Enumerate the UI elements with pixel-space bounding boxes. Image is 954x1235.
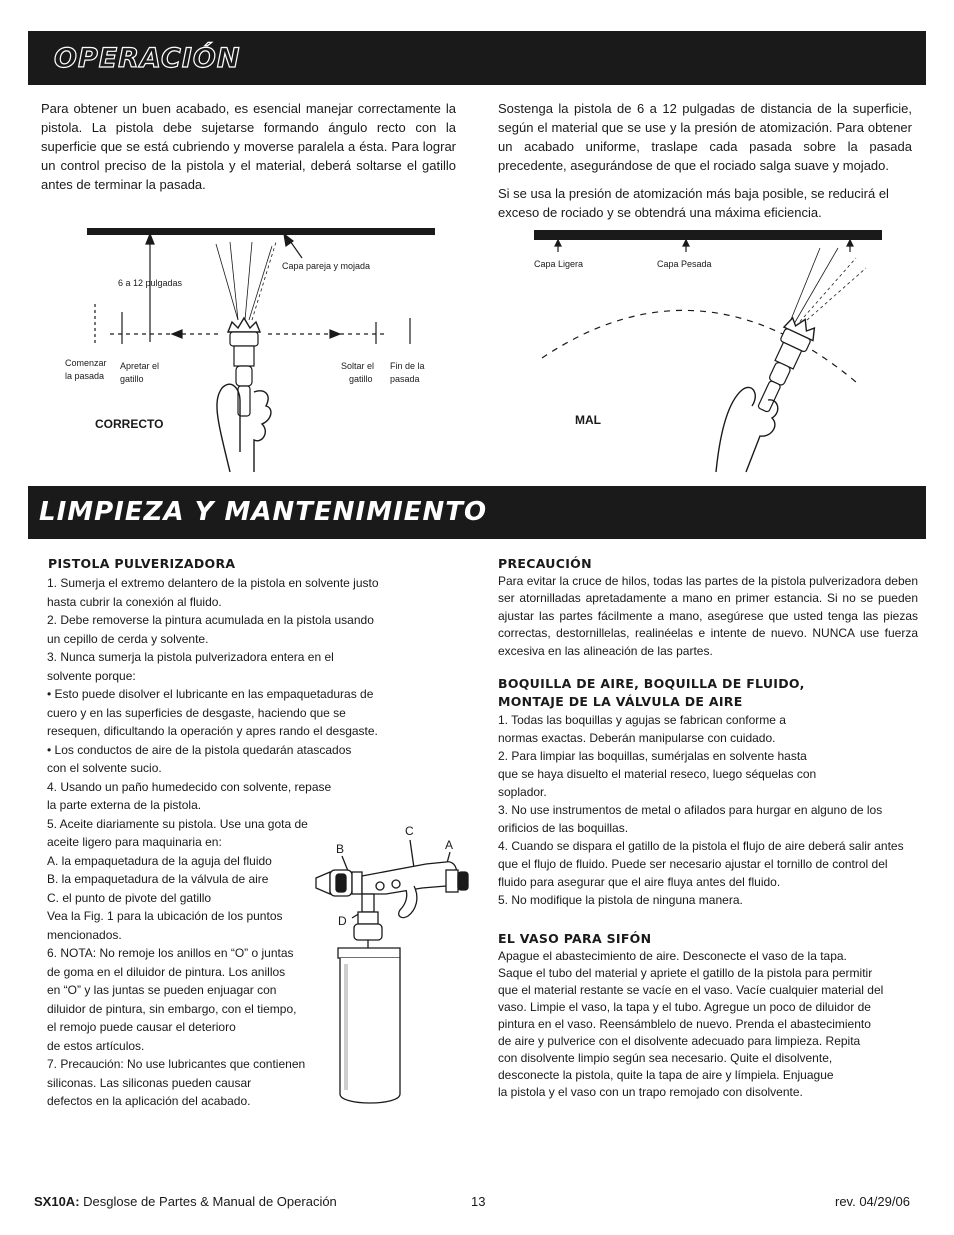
siphon-cup-line: con disolvente limpio según sea necesario. Quite el disolvente, [498,1051,833,1065]
spray-gun-line: B. la empaquetadura de la válvula de aire [47,872,269,886]
start-stroke-caption-2: la pasada [65,371,105,381]
spray-gun-line: C. el punto de pivote del gatillo [47,890,212,905]
spray-gun-line: • Los conductos de aire de la pistola quedarán atascados [47,742,352,757]
spray-gun-line: en “O” y las juntas se pueden enjuagar con [47,983,277,997]
spray-gun-line: diluidor de pintura, sin embargo, con el tiempo, [47,1001,297,1016]
spray-gun-line: • Esto puede disolver el lubricante en las empaquetaduras de [47,687,374,701]
spray-gun-line: cuero y en las superficies de desgaste, haciendo que se [47,705,346,720]
operation-left-text: Para obtener un buen acabado, es esencial manejar correctamente la pistola. La pistola debe sujetarse formando ángulo recto con la superficie que se está cubriendo y moverse paralela a ésta. Para lograr un control preciso de la pistola y el material, deberá soltarse el gatillo antes de terminar la pasada. [41,101,456,192]
caution-text: Para evitar la cruce de hilos, todas las partes de la pistola pulverizadora deben ser atornilladas apretadamente a mano en primer estancia. Si no se pueden ajustar las partes fácilmente a mano, asegúrese que usted tenga las piezas correctas, destornillelas, realinéelas e intente de nuevo. NUNCA use fuerza excesiva en las alineación de las partes. [498,574,918,658]
spray-gun-line: 2. Debe removerse la pintura acumulada en la pistola usando [47,613,374,627]
operation-banner [28,31,926,85]
correct-technique-diagram [40,222,460,482]
footer-page-number: 13 [471,1194,486,1209]
nozzle-line: 5. No modifique la pistola de ninguna manera. [498,893,743,907]
siphon-cup-heading: EL VASO PARA SIFÓN [498,931,652,946]
nozzle-heading-line-2: MONTAJE DE LA VÁLVULA DE AIRE [498,694,743,709]
caution-heading: PRECAUCIÓN [498,556,592,571]
end-stroke-caption-1: Fin de la [390,361,425,371]
spray-gun-illustration [296,824,486,1114]
spray-gun-line: con el solvente sucio. [47,761,162,775]
maintenance-title: LIMPIEZA Y MANTENIMIENTO [39,497,488,527]
spray-gun-line: defectos en la aplicación del acabado. [47,1094,251,1108]
callout-a: A [445,838,454,852]
nozzle-line: que el flujo de fluido. Puede ser necesario ajustar el tornillo de control del [498,857,888,871]
spray-gun-line: la parte externa de la pistola. [47,798,202,812]
siphon-cup-line: Saque el tubo del material y apriete el gatillo de la pistola para permitir [498,966,873,980]
footer-revision: rev. 04/29/06 [835,1194,910,1209]
spray-gun-line: hasta cubrir la conexión al fluido. [47,594,222,609]
correct-label: CORRECTO [95,417,164,431]
spray-gun-line: resequen, dificultando la operación y apres rando el desgaste. [47,724,378,738]
nozzle-line: fluido para asegurar que el aire fluya antes del fluido. [498,875,781,889]
start-stroke-caption-1: Comenzar [65,358,107,368]
release-trigger-caption-2: gatillo [349,374,373,384]
siphon-cup-line: vaso. Limpie el vaso, la tapa y el tubo. Agregue un poco de diluidor de [498,1000,871,1014]
operation-right-text-1: Sostenga la pistola de 6 a 12 pulgadas de distancia de la superficie, según el material que se use y la presión de atomización. Para obtener un acabado uniforme, traslape cada pasada sobre la pasada precedente, asegurándose de que el rociado salga suave y mojado. [498,101,912,173]
siphon-cup-line: la pistola y el vaso con un trapo remojado con disolvente. [498,1085,803,1099]
maintenance-banner [28,486,926,539]
spray-gun-line: de estos artículos. [47,1038,145,1053]
siphon-cup-line: que el material restante se vacíe en el vaso. Vacíe cualquier material del [498,983,884,997]
press-trigger-caption-1: Apretar el [120,361,160,371]
siphon-cup-line: desconecte la pistola, quite la tapa de aire y límpiela. Enjuague [498,1068,834,1082]
footer-manual-title: Desglose de Partes & Manual de Operación [79,1194,337,1209]
footer-model: SX10A: [34,1194,80,1209]
spray-gun-line: 6. NOTA: No remoje los anillos en “O” o juntas [47,946,294,960]
nozzle-line: 4. Cuando se dispara el gatillo de la pistola el flujo de aire deberá salir antes [498,839,904,853]
heavy-coat-caption: Capa Pesada [657,259,712,269]
siphon-cup-line: Apague el abastecimiento de aire. Desconecte el vaso de la tapa. [498,949,847,963]
release-trigger-caption-1: Soltar el [341,361,375,371]
distance-caption: 6 a 12 pulgadas [118,278,183,288]
nozzle-heading-line-1: BOQUILLA DE AIRE, BOQUILLA DE FLUIDO, [498,676,805,691]
nozzle-line: orificios de las boquillas. [498,821,629,835]
footer-manual [34,1194,337,1209]
spray-gun-line: 5. Aceite diariamente su pistola. Use una gota de [47,816,308,831]
spray-gun-line: solvente porque: [47,668,136,683]
spray-gun-line: el remojo puede causar el deterioro [47,1020,236,1034]
spray-gun-heading: PISTOLA PULVERIZADORA [48,556,236,571]
nozzle-line: que se haya disuelto el material reseco, luego séquelas con [498,767,817,781]
spray-gun-line: A. la empaquetadura de la aguja del fluido [47,853,272,868]
press-trigger-caption-2: gatillo [120,374,144,384]
operation-title: OPERACIÓN [54,43,241,74]
callout-b: B [336,842,345,856]
nozzle-line: soplador. [498,785,547,799]
spray-gun-line: 3. Nunca sumerja la pistola pulverizadora entera en el [47,650,334,664]
callout-c: C [405,824,414,838]
nozzle-line: 2. Para limpiar las boquillas, sumérjalas en solvente hasta [498,749,807,763]
wrong-label: MAL [575,413,601,427]
callout-d: D [338,914,347,928]
spray-gun-line: aceite ligero para maquinaria en: [47,835,222,849]
operation-right-text-2: Si se usa la presión de atomización más baja posible, se reducirá el exceso de rociado y se obtendrá una máxima eficiencia. [498,186,889,220]
nozzle-line: 3. No use instrumentos de metal o afilados para hurgar en alguno de los [498,803,883,817]
siphon-cup-line: de aire y pulverice con el disolvente adecuado para limpieza. Repita [498,1034,861,1048]
spray-gun-line: de goma en el diluidor de pintura. Los anillos [47,964,286,979]
nozzle-line: normas exactas. Deberán manipularse con cuidado. [498,731,776,745]
spray-gun-line: 1. Sumerja el extremo delantero de la pistola en solvente justo [47,576,379,590]
spray-gun-line: un cepillo de cerda y solvente. [47,631,209,646]
light-coat-caption: Capa Ligera [534,259,584,269]
spray-gun-line: 7. Precaución: No use lubricantes que contienen [47,1057,306,1071]
siphon-cup-line: pintura en el vaso. Reensámblelo de nuevo. Prenda el abastecimiento [498,1017,871,1031]
spray-gun-line: 4. Usando un paño humedecido con solvente, repase [47,779,332,794]
even-coat-caption: Capa pareja y mojada [282,261,371,271]
spray-gun-line: mencionados. [47,927,122,942]
spray-gun-line: Vea la Fig. 1 para la ubicación de los puntos [47,909,283,923]
end-stroke-caption-2: pasada [390,374,420,384]
nozzle-line: 1. Todas las boquillas y agujas se fabrican conforme a [498,713,786,727]
spray-gun-line: siliconas. Las siliconas pueden causar [47,1075,252,1090]
